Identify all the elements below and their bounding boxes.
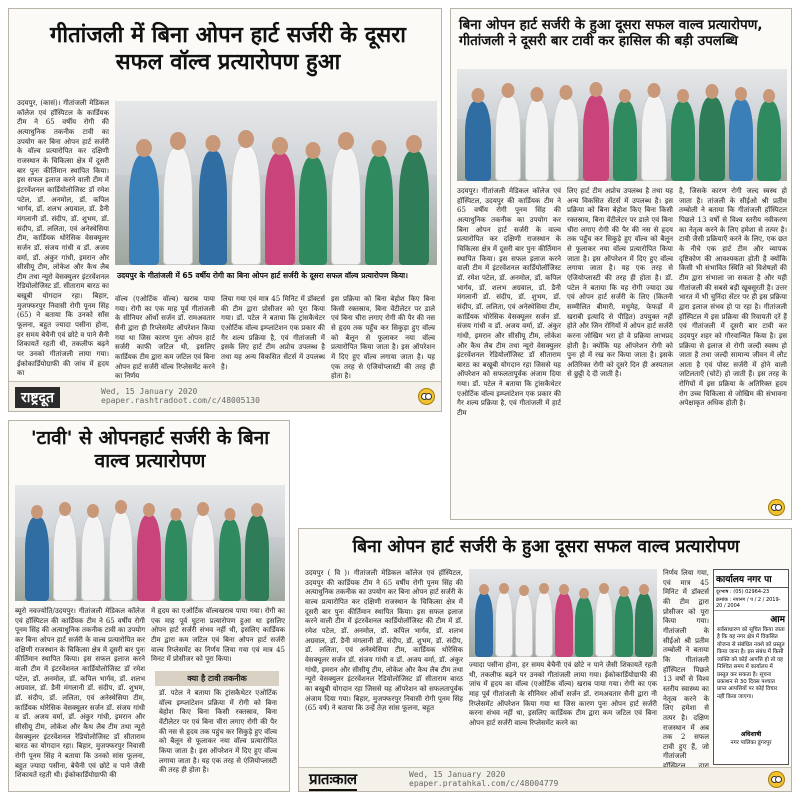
news-clip-right bbox=[450, 8, 792, 520]
municipal-notice-ad bbox=[713, 569, 789, 765]
clip2-column-1: उदयपुर। गीतांजली मेडिकल कॉलेज एवं हॉस्पिटल, उदयपुर की कार्डियक टीम ने 65 वर्षीय रोगी पूनम सिंह की अत्याधुनिक तकनीक का उपयोग कर बिना ओपन हार्ट सर्जरी के वाल्व प्रत्यारोपित कर दक्षिणी राजस्थान के चिकित्सा क्षेत्र में दूसरी बार पुनः कीर्तिमान स्थापित किया। इस सफल इलाज करने वाली टीम में इंटरवेंशनल कार्डियोलॉजिस्ट डॉ. रमेश पटेल, डॉ. अनमोल, डॉ. कपिल भार्गव, डॉ. शलभ अग्रवाल, डॉ. डैनी मंगलानी डॉ. संदीप, डॉ. शुभम, डॉ. संदीप, डॉ. ललिता, एवं अनेस्थेसिया टीम, कार्डियक थोरेसिक वेसक्यूलर सर्जन डॉ. संजय गांधी व डॉ. अजय वर्मा, डॉ. अंकुर गांधी, इमरान और सीसीयू टीम, लोकेश और कैथ लैब टीम तथा न्यूरो वेसक्युलर इंटरवेंशनल रेडियोलॉजिस्ट डॉ सीताराम बारठ का बखूबी योगदान रहा जिससे यह ऑपरेशन को सफलतापूर्वक अंजाम दिया गया। डॉ. पटेल ने बताया कि ट्रांसकैथेटर एओर्टिक वॉल्व इम्प्लांटेशन एक प्रकार की गैर शल्य प्रक्रिया है, एवं गीतांजली में हार्ट टीम bbox=[457, 187, 561, 418]
clip4-footer bbox=[299, 767, 791, 791]
ad-phone: दूरभाष : (05) 02964-23 bbox=[716, 589, 770, 595]
news-clip-pratahkal bbox=[298, 528, 792, 792]
clip3-team-photo bbox=[15, 485, 285, 601]
clip1-url: epaper.rashtradoot.com/c/48005130 bbox=[101, 396, 260, 406]
clip1-intro: उदयपुर, (कासं)। गीतांजली मेडिकल कॉलेज एवं हॉस्पिटल के कार्डियक टीम ने 65 वर्षीय रोगी की अत्याधुनिक तकनीक टावी का उपयोग कर बिना ओपन हार्ट सर्जरी के वॉल्व प्रत्यारोपित कर दक्षिणी राजस्थान के चिकित्सा क्षेत्र में दूसरी बार पुनः कीर्तिमान स्थापित किया। इस सफल इलाज करने वाली टीम में इंटरवेंशनल कार्डियोलोजिस्ट डॉ रमेश पटेल, डॉ. अनमोल, डॉ. कपिल भार्गव, डॉ. शलभ अग्रवाल, डॉ. डैनी मंगलानी डॉ. संदीप, डॉ. शुभम, डॉ. संदीप, डॉ. ललिता, एवं अनेस्थेसिया टीम, कार्डियक थोरेसिक वेसक्यूलर सर्जन डॉ. संजय गांधी व डॉ. अजय वर्मा, डॉ. अंकुर गांधी, इमरान और सीसीयू टीम, लोकेश और कैथ लैब टीम तथा न्यूरो वेसक्युलर इंटरवेंशनल रेडियोलोजिस्ट डॉ. सीताराम बारठ का बखूबी योगदान रहा। बिहार, मुजफ्फरपुर निवासी रोगी पूनम सिंह (65) ने बताया कि उनको साँस फूलना, बहुत ज्यादा पसीना होना, हर समय बेचैनी एवं छोटे व पाने सैनी शिकायतें रहती थी, तकलीफ बढ़ने पर उनको गीतांजली लाया गया। ईकोकार्डियोग्राफी की जांच में हृदय का bbox=[17, 99, 109, 378]
clip3-column-2: में हृदय का एओर्टिक वॉल्वखराब पाया गया। रोगी का एक माह पूर्व घुटना प्रत्यारोपण हुआ था इसलिए ओपन हार्ट सर्जरी संभव नहीं थी, इसलिए कार्डियक टीम द्वारा कम जटिल एवं बिना ओपन हार्ट सर्जरी वाल्व रिप्लेसमेंट का निर्णय लिया गया एवं मात्र 45 मिनट में प्रोसीजर को पूरा किया। bbox=[151, 607, 285, 664]
clip3-column-1: ब्यूरो नवज्योति/उदयपुर। गीतांजली मेडिकल कॉलेज एवं हॉस्पिटल की कार्डियक टीम ने 65 वर्षीय रोगी पूनम सिंह की अत्याधुनिक तकनीक टावी का उपयोग कर बिना ओपन हार्ट सर्जरी के वाल्व प्रत्यारोपित कर दक्षिणी राजस्थान के चिकित्सा क्षेत्र में दूसरी बार पुनः कीर्तिमान स्थापित किया। इस सफल इलाज करने वाली टीम में इंटरवेंशनल कार्डियोलोजिस्ट डॉ रमेश पटेल, डॉ. अनमोल, डॉ. कपिल भार्गव, डॉ. शलभ अग्रवाल, डॉ. डैनी मंगलानी डॉ. संदीप, डॉ. शुभम, डॉ. संदीप, डॉ. ललिता, एवं अनेस्थेसिया टीम, कार्डियक थोरेसिक वेसक्यूलर सर्जन डॉ. संजय गांधी व डॉ. अजय वर्मा, डॉ. अंकुर गांधी, इमरान और सीसीयू टीम, लोकेश और कैथ लैब टीम तथा न्यूरो वेसक्युलर इंटरवेंशनल रेडियोलोजिस्ट डॉ सीताराम बारठ का योगदान रहा। बिहार, मुजफ्फरपुर निवासी रोगी पूनम सिंह ने बताया कि उनको सांस फूलना, बहुत ज्यादा पसीना, बेचैनी एवं छोटे व पाने जैसी शिकायतें रहती थी। ईकोकार्डियोग्राफी की bbox=[15, 607, 146, 780]
clip4-column-2: ज्यादा पसीना होना, हर समय बेचैनी एवं छोटे न पाने जैसी शिकायतें रहती थी, तकलीफ बढ़ने पर उनको गीतांजली लाया गया। ईकोकार्डियोग्राफी की जांच में हृदय का वॉल्व (एओर्टिक वॉल्व) खराब पाया गया। रोगी का एक माह पूर्व गीतांजली के सीनियर ऑर्थो सर्जन डॉ. रामअवतार सैनी द्वारा नी रिप्लेसमेंट ऑपरेशन किया गया था जिस कारण पुनः ओपन हार्ट सर्जरी करना संभव नहीं था, इसलिए कार्डियक टीम द्वारा कम जटिल एवं बिना ओपन हार्ट सर्जरी वाल्व रिप्लेसमेंट करने का bbox=[469, 661, 657, 727]
rashtradoot-logo: राष्ट्रदूत bbox=[15, 387, 60, 408]
clip1-meta bbox=[101, 387, 260, 405]
clip2-column-2: लिए हार्ट टीम अप्रोच उपलब्ध है तथा यह अन्य विकसित सेंटर्स में उपलब्ध है। इस प्रक्रिया को बिना बेहोश किए बिना किसी रक्तस्राव, बिना वेंटीलेटर पर डाले एवं बिना चीरा लगाए रोगी की पैर की नस से हृदय तक पहुँच कर सिकुड़े हुए वॉल्व को बैलून से फूलाकर नया वॉल्व प्रत्यारोपित किया जाता है। इस ऑपरेशन में दिए हुए वॉल्व लगाया जाता है। यह एक तरह से एंजियोप्लास्टी की तरह ही होता है। डॉ. पटेल ने बताया कि यह रोगी ज्यादा उम्र एवं ओपन हार्ट सर्जरी के लिए (कितनी सम्मीलित बीमारी, मधुमेह, फेफड़ों में खराबी इत्यादि से पीड़ित) उपयुक्त नहीं होते और जिन रोगियों में ओपन हार्ट सर्जरी करना जोखिम भरा हो वे प्रक्रिया लाभप्रद होती है। क्योंकि यह ऑपरेशन रोगी को पुनः हो में रख कर किया जाता है। इसके अतिरिक्त रोगी को दूसरे दिन ही अस्पताल से छुट्टी दे दी जाती है। bbox=[567, 187, 673, 379]
ad-ref: क्रमांक : नपानग / प / 2 / 2019-20 / 2004 bbox=[714, 596, 788, 611]
owl-icon bbox=[418, 388, 435, 405]
clip1-column-2: वॉल्व (एओर्टिक वॉल्व) खराब पाया गया। रोगी का एक माह पूर्व गीतांजली के सीनियर ऑर्थो सर्जन डॉ. रामअवतार सैनी द्वारा ही रिप्लेसमेंट ऑपरेशन किया गया था जिस कारण पुनः ओपन हार्ट सर्जरी काफी जटिल थी, इसलिए कार्डियक टीम द्वारा कम जटिल एवं बिना ओपन हार्ट सर्जरी वॉल्व रिप्लेसमेंट करने का निर्णय bbox=[115, 295, 215, 381]
news-clip-rashtradoot bbox=[8, 8, 442, 412]
clip2-column-3: है, जिसके कारण रोगी जल्द स्वस्थ हो जाता है। तांजली के सीईओ श्री प्रतीम तम्बोली ने बताया कि गीतांजली हॉस्पिटल पिछले 13 वर्षों से विश्व स्तरीय नवीकरण का नेतृत्व करने के लिए हमेशा से तत्पर है। टावी जैसी प्रक्रियाएँ करने के लिए, एक छत के नीचे एक हार्ट टीम और व्यापक दृष्टिकोण की आवश्यकता होती है क्योंकि किसी भी संभावित स्थिति को विशेषज्ञों की टीम द्वारा संभाला जा सकता है और यही गीतांजली की सबसे बड़ी खूबसूरती है। उत्तर भारत में भी चुनिंदा सेंटर पर ही इस प्रक्रिया द्वारा इलाज संभव हो पा रहा है। गीतांजली हॉस्पिटल में इस प्रक्रिया की रिवायती दरें हैं एवं गीतांजली में दूसरी बार टावी कर उदयपुर शहर को गौरवान्वित किया है। इस प्रक्रिया से इलाज से रोगी जल्दी स्वस्थ हो जाता है तथा जल्दी सामान्य जीवन में लौट आता है एवं पोस्ट सर्जरी में होने वाली जटिलताएँ (चोटें) हो जाती हैं। इस तरह के रोगियों में इस प्रक्रिया के अतिरिक्त हृदय रोग उच्च चिकित्सा से जोखिम की संभावना अपेक्षाकृत अधिक होती है। bbox=[679, 187, 787, 408]
ad-signatory-office: नगर पालिका डूंगरपुर bbox=[730, 740, 772, 746]
clip3-box-text: डॉ. पटेल ने बताया कि ट्रांसकैथेटर एओर्टिक वॉल्व इम्प्लांटेशन प्रक्रिया में रोगी को बिना बेहोश किए बिना किसी रक्तस्राव, बिना वेंटीलेटर पर एवं बिना चीरा लगाए रोगी की पैर की नस से हृदय तक पहुंच कर सिकुड़े हुए वॉल्व को बैलून से फूलाकर नया वॉल्व प्रत्यारोपित किया जाता है। इस ऑपरेशन में दिए हुए वॉल्व लगाया जाता है। यह एक तरह से एंजियोप्लास्टी की तरह ही होता है। bbox=[159, 689, 277, 775]
clip4-team-photo bbox=[469, 569, 657, 657]
clip3-headline: 'टावी' से ओपनहार्ट सर्जरी के बिना वाल्व प्रत्यारोपण bbox=[30, 427, 270, 473]
clip4-url: epaper.pratahkal.com/c/48004779 bbox=[409, 779, 559, 789]
clip2-team-photo bbox=[457, 69, 787, 181]
clip1-team-photo bbox=[115, 101, 437, 265]
clip1-photo-caption: उदयपुर के गीतांजली में 65 वर्षीय रोगी का बिना ओपन हार्ट सर्जरी के दूसरा सफल वॉल्व प्रत्यारोपण किया। bbox=[117, 271, 408, 280]
ad-signatory: अधिशाषी bbox=[740, 731, 762, 738]
owl-icon bbox=[768, 499, 785, 516]
clip1-column-3: लिया गया एवं मात्र 45 मिनिट में डॉक्टर्स की टीम द्वारा प्रोसीजर को पूरा किया गया। डॉ. पटेल ने बताया कि ट्रांसकैथेटर एओर्टिक वॉल्व इम्प्लांटेशन एक प्रकार की गैर शल्य प्रक्रिया है, एवं गीतांजली में इसके लिए हार्ट टीम अप्रोच उपलब्ध है तथा यह अन्य विकसित सेंटर्स में उपलब्ध है। bbox=[221, 295, 325, 371]
clip1-column-4: इस प्रक्रिया को बिना बेहोश किए बिना किसी रक्तस्राव, बिना वेंटीलेटर पर डाले एवं बिना चीरा लगाए रोगी की पैर की नस से हृदय तक पहुँच कर सिकुड़ा हुए वॉल्व को बैलून से फूलाकर नया वॉल्व प्रत्यारोपित किया जाता है। इस ऑपरेशन में दिए हुए वॉल्व लगाया जाता है। यह एक तरह से एंजियोप्लास्टी की तरह ही होता है। bbox=[331, 295, 435, 381]
clip4-date: Wed, 15 January 2020 bbox=[409, 770, 506, 779]
ad-title: कार्यालय नगर पा bbox=[714, 570, 788, 588]
clip4-column-3: निर्णय लिया गया, एवं मात्र 45 मिनिट में डॉक्टर्स की टीम द्वारा प्रोसीजर को पूरा किया गया। गीतांजली के सीईओ श्री प्रतीम तम्बोली ने बताया कि गीतांजली हॉस्पिटल पिछले 13 वर्षों से विश्व स्तरीय स्वास्थ्य का नेतृत्व करने के लिए हमेशा से तत्पर है। दक्षिण राजस्थान में अब तक 2 सफल टावी हुए हैं, जो गीतांजली bbox=[663, 569, 709, 761]
clip4-column-1: उदयपुर ( वि )। गीतांजली मेडिकल कॉलेज एवं हॉस्पिटल, उदयपुर की कार्डियक टीम ने 65 वर्षीय रोगी पूनम सिंह की अत्याधुनिक तकनीक का उपयोग कर बिना ओपन हार्ट सर्जरी के वाल्व प्रत्यारोपित कर दक्षिणी राजस्थान के चिकित्सा क्षेत्र में दूसरी बार पुनः कीर्तिमान स्थापित किया। इस सफल इलाज करने वाली टीम में इंटरवेंशनल कार्डियोलॉजिस्ट की टीम में डॉ. रमेश पटेल, डॉ. अनमोल, डॉ. कपिल भार्गव, डॉ. शलभ अग्रवाल, डॉ. डैनी मंगलानी डॉ. संदीप, डॉ. शुभम, डॉ. संदीप, डॉ. ललिता, एवं अनेस्थेसिया टीम, कार्डियक थोरेसिक वेसक्यूलर सर्जन डॉ. संजय गांधी व डॉ. अजय वर्मा, डॉ. अंकुर गांधी, इमरान और सीसीयू टीम, लोकेश और कैथ लैब टीम तथा न्यूरो वेसक्युलर इंटरवेंशनल रेडियोलोजिस्ट डॉ सीताराम बारठ का बखूबी योगदान रहा जिससे यह ऑपरेशन को सफलतापूर्वक अंजाम दिया गया। बिहार, मुजफ्फरपुर निवासी रोगी पूनम सिंह (65 वर्ष) ने बताया कि उन्हें तेज़ सांस फूलना, बहुत bbox=[305, 569, 463, 713]
clip1-date: Wed, 15 January 2020 bbox=[101, 387, 198, 396]
clip1-footer bbox=[9, 381, 441, 411]
pratahkal-logo: प्रातःकाल bbox=[309, 769, 357, 791]
clip4-meta bbox=[409, 770, 558, 788]
news-clip-navjyoti bbox=[8, 420, 290, 792]
ad-text: सर्वसाधारण को सूचित किया जाता है कि यह नगर क्षेत्र में विकसित योजना से संबंधित नक्शे को प्रस्तुत किया जाना है। इस संबंध में किसी व्यक्ति को कोई आपत्ति हो तो वह निश्चित समय में कार्यालय में प्रस्तुत कर सकता है। सूचना प्रकाशन से 30 दिवस पश्चात प्राप्त आपत्तियों पर कोई विचार नहीं किया जाएगा। bbox=[717, 627, 785, 700]
clip4-headline: बिना ओपन हार्ट सर्जरी के हुआ दूसरा सफल वाल्व प्रत्यारोपण bbox=[352, 537, 740, 557]
owl-icon bbox=[768, 771, 785, 788]
clip2-headline: बिना ओपन हार्ट सर्जरी के हुआ दूसरा सफल वाल्व प्रत्यारोपण, गीतांजली ने दूसरी बार टावी कर हासिल की बड़ी उपलब्धि bbox=[459, 17, 763, 50]
clip1-headline: गीतांजली में बिना ओपन हार्ट सर्जरी के दूसरा सफल वॉल्व प्रत्यारोपण हुआ bbox=[50, 23, 406, 75]
ad-heading: आम bbox=[770, 615, 785, 625]
clip3-box-title: क्या है टावी तकनीक bbox=[155, 671, 279, 686]
